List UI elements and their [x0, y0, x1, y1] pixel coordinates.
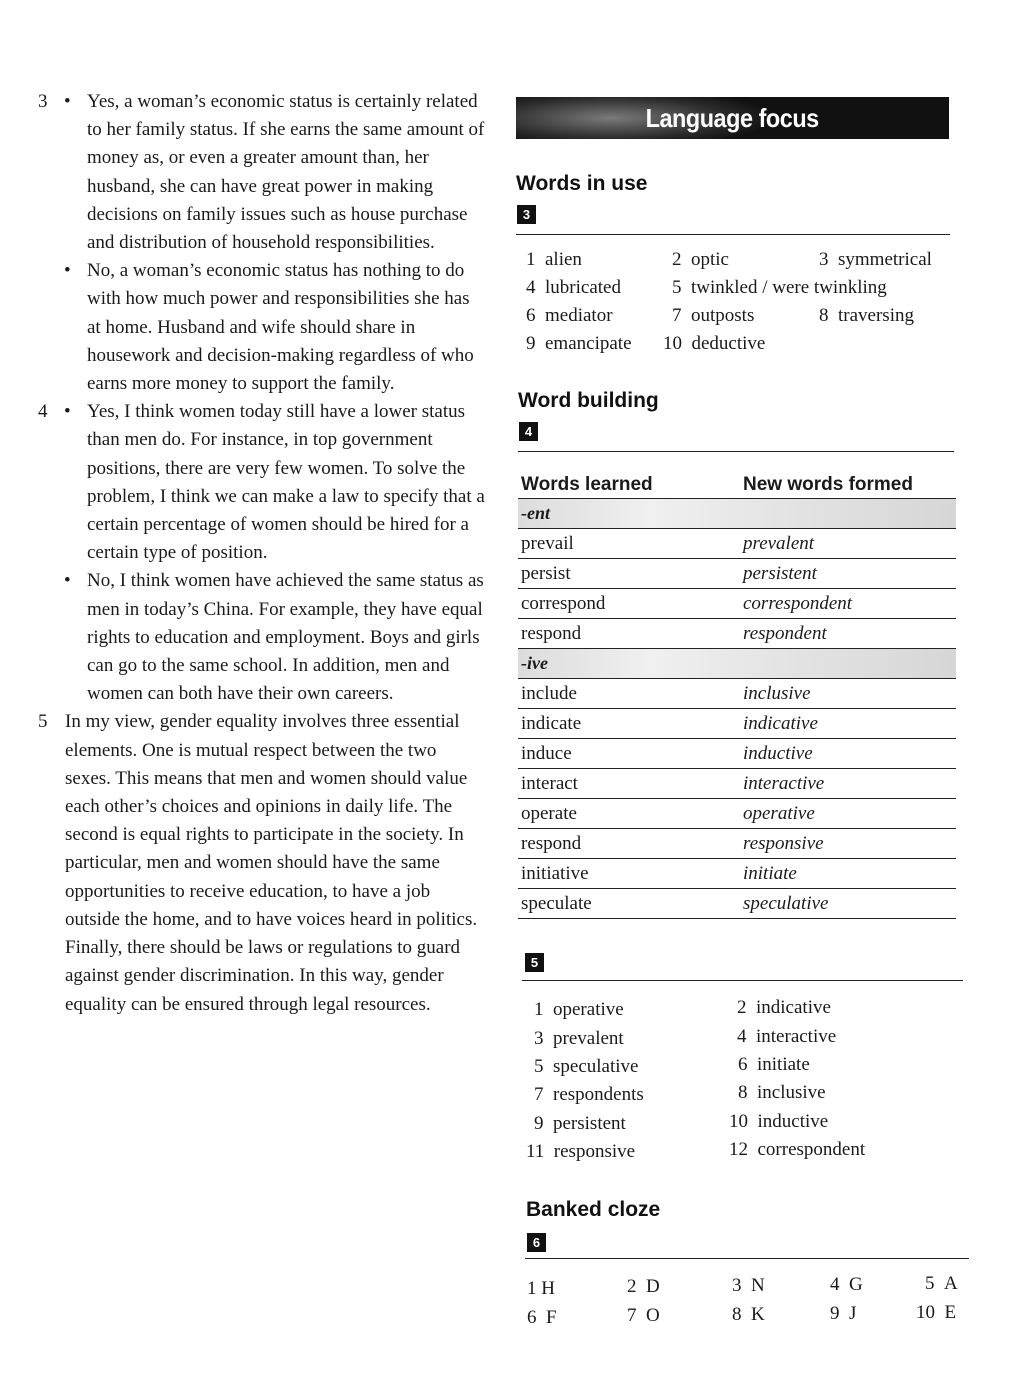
word-formed: respondent	[743, 622, 827, 644]
bullet-icon: •	[64, 260, 71, 282]
answer-item: 4 lubricated	[526, 277, 621, 298]
bullet-item	[30, 257, 490, 398]
answer-item: 9 emancipate	[526, 333, 632, 354]
bullet-icon: •	[64, 570, 71, 592]
word-building-table	[518, 466, 956, 919]
word-formed: inclusive	[743, 682, 811, 704]
section-title-words-in-use: Words in use	[516, 172, 648, 195]
answer-item: 10 inductive	[729, 1111, 829, 1132]
answer-item: 5 twinkled / were twinkling	[672, 277, 887, 298]
word-formed: inductive	[743, 742, 813, 764]
answer-item: 10 deductive	[663, 333, 766, 354]
word-learned: initiative	[521, 862, 589, 884]
word-formed: operative	[743, 802, 815, 824]
word-learned: induce	[521, 742, 572, 764]
word-learned: interact	[521, 772, 578, 794]
word-formed: indicative	[743, 712, 818, 734]
divider	[516, 234, 950, 235]
exercise-number-badge: 4	[519, 422, 538, 441]
word-formed: correspondent	[743, 592, 853, 614]
question-number: 4	[38, 401, 48, 423]
table-row	[518, 559, 956, 589]
word-formed: initiate	[743, 862, 797, 884]
answer-item: 8 K	[732, 1304, 765, 1325]
answer-item: 2 optic	[672, 249, 729, 270]
divider	[522, 980, 963, 981]
answer-4	[30, 398, 490, 708]
answer-item: 11 responsive	[526, 1141, 636, 1162]
answer-item: 6 initiate	[738, 1054, 810, 1075]
table-row	[518, 589, 956, 619]
table-header	[518, 466, 956, 499]
answer-item: 9 J	[830, 1303, 857, 1324]
answer-item: 7 O	[627, 1305, 660, 1326]
answer-item: 2 D	[627, 1276, 660, 1297]
answer-text: Yes, I think women today still have a lower status than men do. For instance, in top government positions, there are very few women. To solve the problem, I think we can make a law to specify that a certain percentage of women should be hired for a certain type of position.	[87, 401, 485, 564]
word-formed: responsive	[743, 832, 824, 854]
word-learned: correspond	[521, 592, 606, 614]
word-learned: respond	[521, 622, 582, 644]
answer-item: 5 A	[925, 1273, 958, 1294]
table-row	[518, 529, 956, 559]
answer-item: 3 N	[732, 1275, 765, 1296]
bullet-item	[30, 567, 490, 708]
word-learned: prevail	[521, 532, 574, 554]
table-row	[518, 799, 956, 829]
answer-text: No, I think women have achieved the same status as men in today’s China. For example, they have equal rights to education and employment. Boys and girls can go to the same school. In addition, men and women can both have their own careers.	[87, 570, 484, 705]
word-learned: respond	[521, 832, 582, 854]
answer-item: 1 alien	[526, 249, 582, 270]
word-formed: speculative	[743, 892, 829, 914]
exercise-number-badge: 3	[517, 205, 536, 224]
table-row	[518, 859, 956, 889]
answer-item: 9 persistent	[534, 1113, 626, 1134]
word-formed: persistent	[743, 562, 817, 584]
table-row	[518, 829, 956, 859]
answer-item: 8 inclusive	[738, 1082, 826, 1103]
exercise-number-badge: 6	[527, 1233, 546, 1252]
word-learned: include	[521, 682, 577, 704]
question-number: 3	[38, 91, 48, 112]
column-header: Words learned	[521, 474, 653, 495]
bullet-icon: •	[64, 91, 71, 112]
section-title-word-building: Word building	[518, 389, 659, 412]
answer-item: 8 traversing	[819, 305, 914, 326]
banner-title: Language focus	[645, 102, 820, 133]
bullet-item	[30, 398, 490, 567]
column-header: New words formed	[743, 474, 913, 495]
table-row	[518, 739, 956, 769]
answer-3	[30, 88, 490, 398]
table-row	[518, 679, 956, 709]
answer-item: 1 operative	[534, 999, 624, 1020]
word-learned: speculate	[521, 892, 592, 914]
answer-item: 5 speculative	[534, 1056, 639, 1077]
bullet-item	[30, 88, 490, 257]
section-title-banked-cloze: Banked cloze	[526, 1198, 661, 1221]
answer-item: 12 correspondent	[729, 1139, 866, 1160]
table-row	[518, 769, 956, 799]
answer-text: No, a woman’s economic status has nothing to do with how much power and responsibilities she has at home. Husband and wife should share in housework and decision-making regardless of who earns more money to support the family.	[87, 260, 474, 395]
divider	[525, 1258, 969, 1259]
word-formed: interactive	[743, 772, 825, 794]
answer-item: 10 E	[916, 1302, 957, 1323]
bullet-icon: •	[64, 401, 71, 423]
answer-item: 2 indicative	[737, 997, 831, 1018]
exercise-number-badge: 5	[525, 953, 544, 972]
question-number: 5	[38, 711, 48, 733]
word-learned: persist	[521, 562, 571, 584]
left-column	[30, 88, 490, 1019]
table-row	[518, 619, 956, 649]
answer-item: 1 H	[527, 1278, 555, 1299]
word-learned: operate	[521, 802, 577, 824]
answer-item: 6 F	[527, 1307, 557, 1328]
suffix-row: -ive	[518, 649, 956, 679]
answer-item: 3 symmetrical	[819, 249, 932, 270]
word-formed: prevalent	[743, 532, 815, 554]
answer-item: 7 respondents	[534, 1084, 644, 1105]
answer-item: 4 G	[830, 1274, 863, 1295]
answer-item: 6 mediator	[526, 305, 613, 326]
table-row	[518, 889, 956, 919]
language-focus-banner	[516, 97, 949, 139]
table-row	[518, 709, 956, 739]
answer-text: In my view, gender equality involves three essential elements. One is mutual respect between the two sexes. This means that men and women should value each other’s choices and opinions in daily life. The second is equal rights to participate in the society. In particular, men and women should have the same opportunities to receive education, to have a job outside the home, and to have voices heard in politics. Finally, there should be laws or regulations to guard against gender discrimination. In this way, gender equality can be ensured through legal resources.	[65, 711, 478, 1015]
suffix-row: -ent	[518, 499, 956, 529]
answer-item: 7 outposts	[672, 305, 755, 326]
divider	[518, 451, 954, 452]
answer-item: 4 interactive	[737, 1026, 837, 1047]
answer-5	[30, 708, 490, 1018]
answer-item: 3 prevalent	[534, 1028, 624, 1049]
word-learned: indicate	[521, 712, 582, 734]
answer-text: Yes, a woman’s economic status is certainly related to her family status. If she earns the same amount of money as, or even a greater amount than, her husband, she can have great power in making decisions on family issues such as house purchase and distribution of household responsibilities.	[87, 91, 485, 254]
